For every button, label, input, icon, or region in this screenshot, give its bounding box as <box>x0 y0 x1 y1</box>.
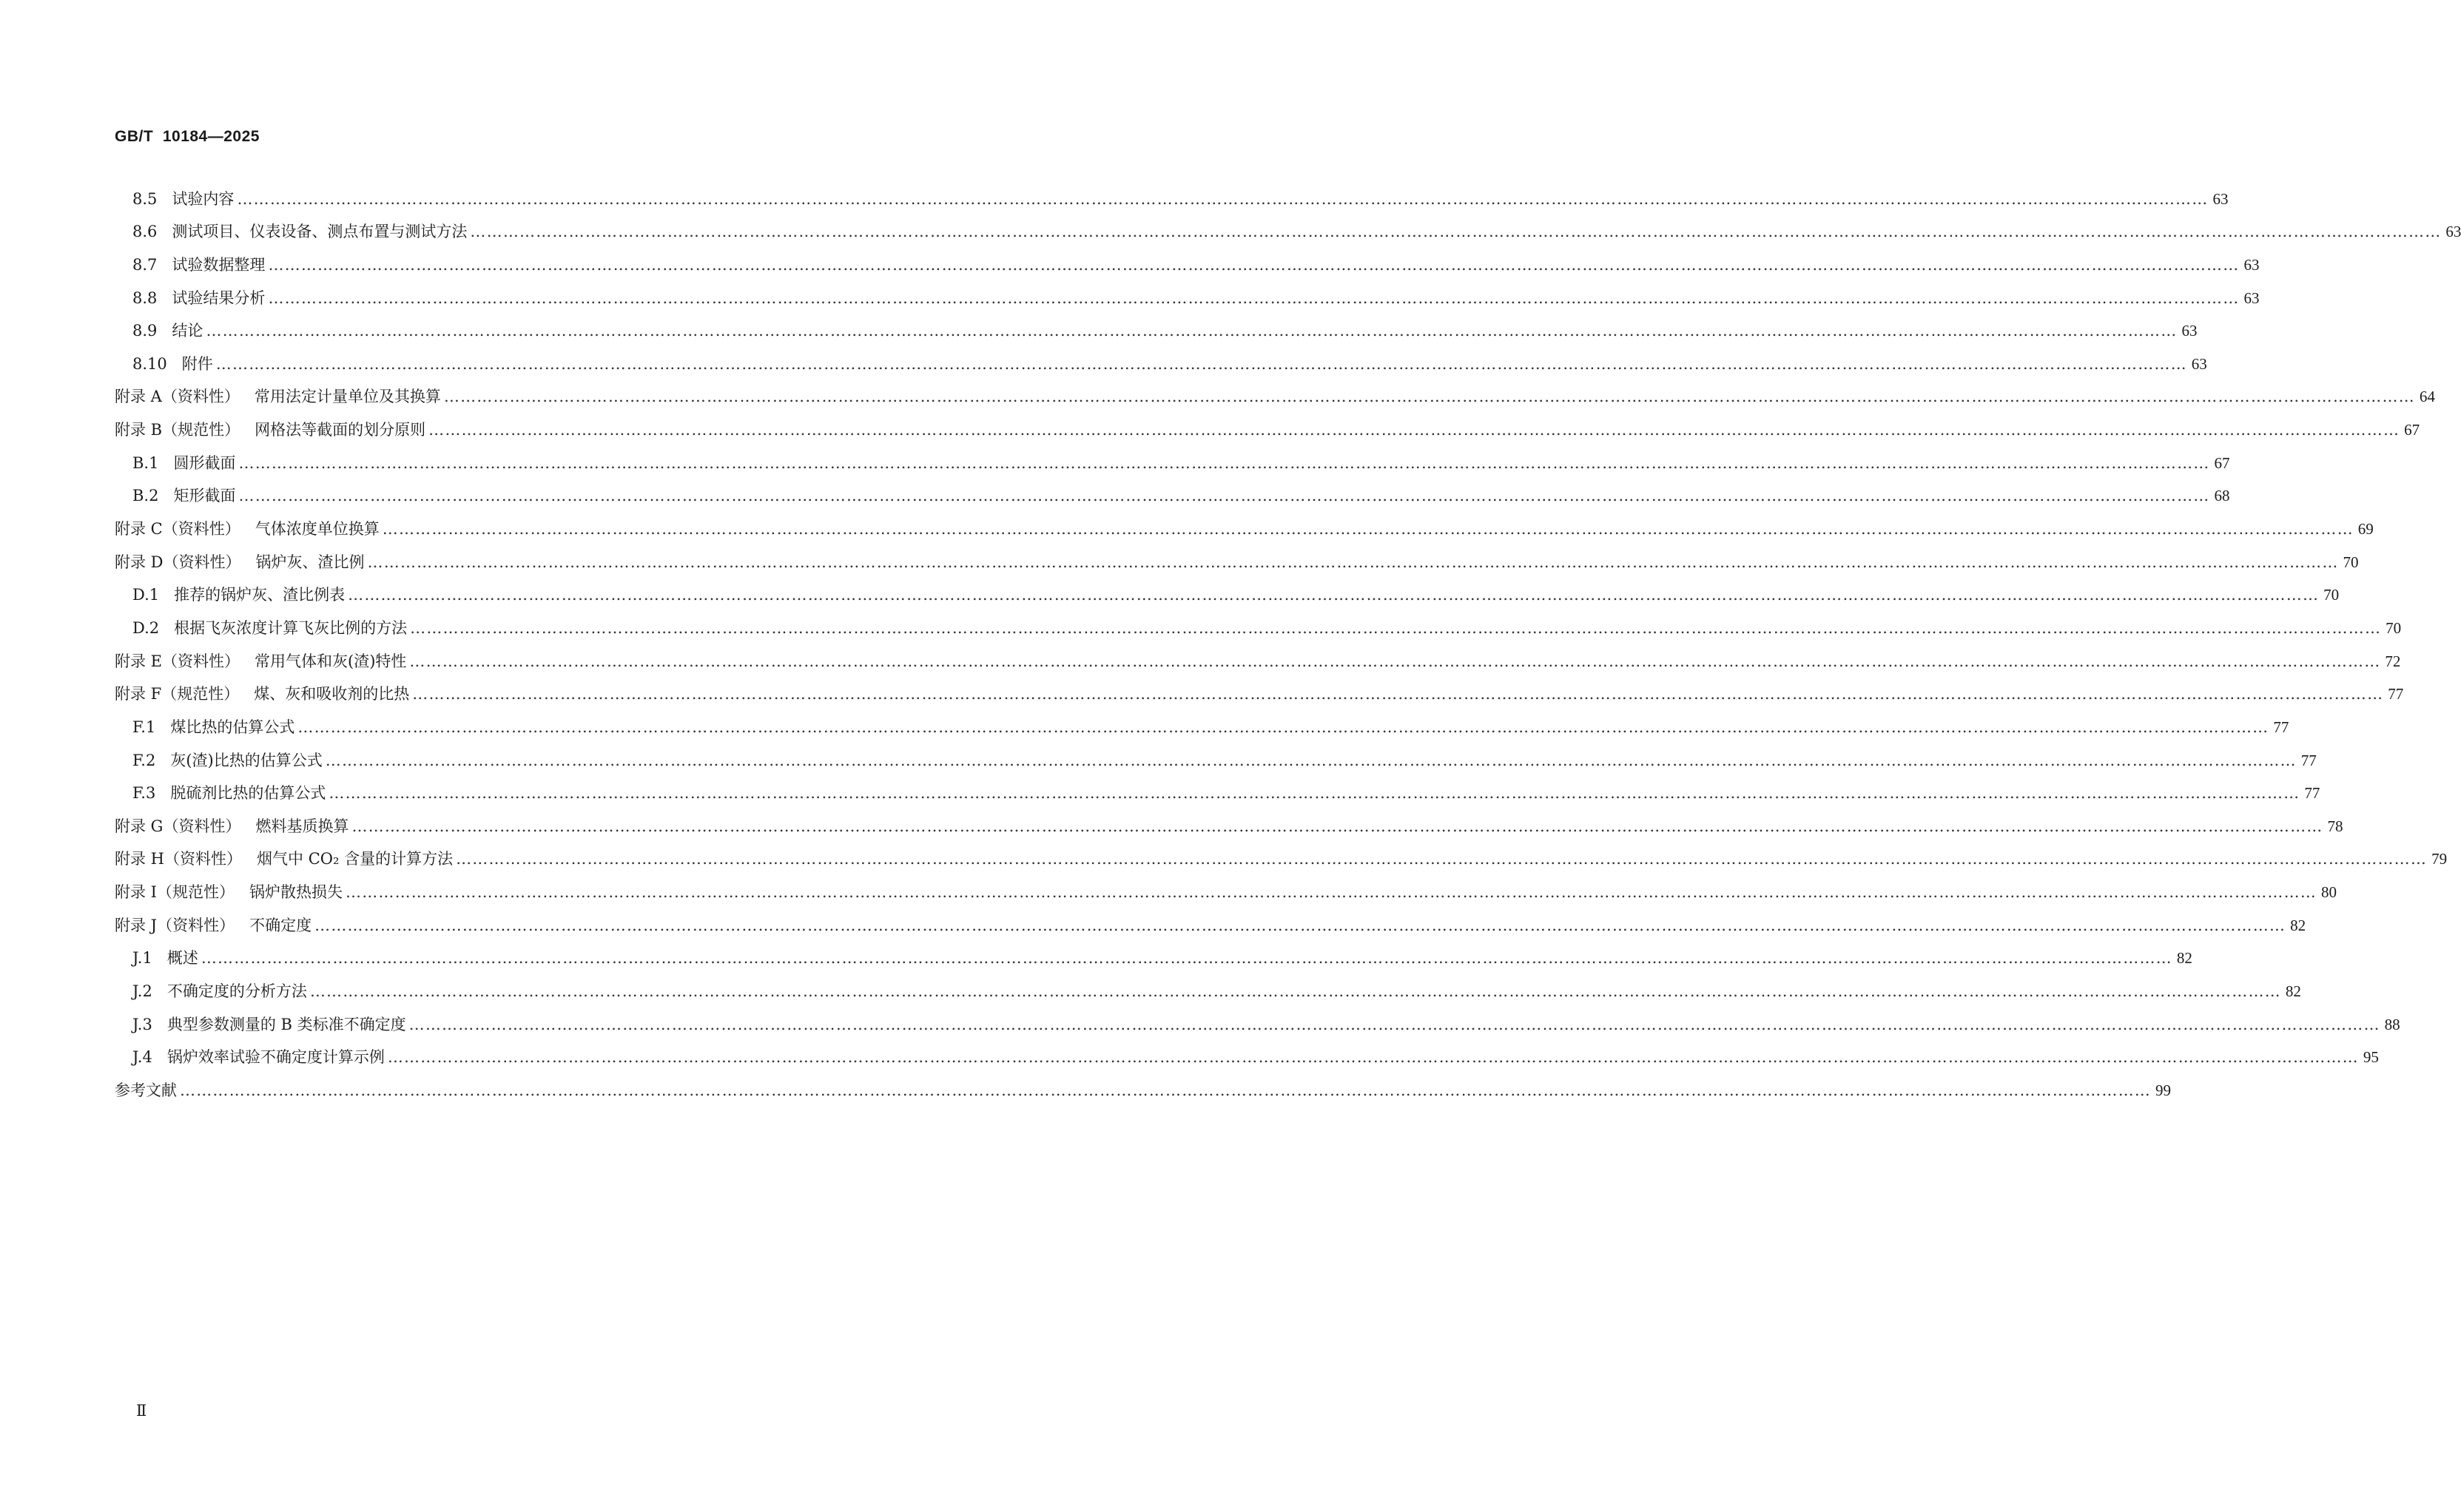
toc-entry-label: J.2 不确定度的分析方法 <box>132 982 307 1001</box>
toc-entry[interactable] <box>115 803 2343 837</box>
toc-entry-label: 附录 D（资料性） 锅炉灰、渣比例 <box>115 553 365 571</box>
toc-entry-label: 8.5 试验内容 <box>132 189 235 208</box>
toc-entry-page-number: 80 <box>2321 883 2337 902</box>
toc-entry[interactable] <box>115 473 2230 507</box>
toc-entry-page-number: 67 <box>2214 453 2230 472</box>
toc-entry[interactable] <box>115 704 2289 738</box>
dot-leader: ……………………………………………………………………………………………………………………………………………………………………………………………………………………………………………………………………………………………………………………………… <box>409 652 2381 670</box>
dot-leader: ……………………………………………………………………………………………………………………………………………………………………………………………………………………………………………………………………………………………………………………………… <box>410 618 2382 637</box>
dot-leader: ……………………………………………………………………………………………………………………………………………………………………………………………………………………………………………………………………………………………………………………………… <box>201 949 2172 968</box>
toc-entry-label: 附录 E（资料性） 常用气体和灰(渣)特性 <box>115 652 407 670</box>
dot-leader: ……………………………………………………………………………………………………………………………………………………………………………………………………………………………………………………………………………………………………………………………… <box>408 1015 2380 1033</box>
toc-entry[interactable] <box>115 539 2359 573</box>
dot-leader: ……………………………………………………………………………………………………………………………………………………………………………………………………………………………………………………………………………………………………………………………… <box>382 520 2354 539</box>
toc-entry[interactable] <box>115 638 2401 672</box>
toc-entry[interactable] <box>115 374 2435 408</box>
dot-leader: ……………………………………………………………………………………………………………………………………………………………………………………………………………………………………………………………………………………………………………………………… <box>351 817 2323 835</box>
dot-leader: ……………………………………………………………………………………………………………………………………………………………………………………………………………………………………………………………………………………………………………………………… <box>238 487 2210 505</box>
toc-entry-label: J.4 锅炉效率试验不确定度计算示例 <box>132 1048 385 1067</box>
toc-entry-label: 附录 H（资料性） 烟气中 CO₂ 含量的计算方法 <box>115 850 454 868</box>
dot-leader: ……………………………………………………………………………………………………………………………………………………………………………………………………………………………………………………………………………………………………………………………… <box>268 288 2240 307</box>
toc-entry[interactable] <box>115 837 2448 870</box>
dot-leader: ……………………………………………………………………………………………………………………………………………………………………………………………………………………………………………………………………………………………………………………………… <box>206 322 2178 340</box>
toc-entry-page-number: 79 <box>2431 850 2448 868</box>
dot-leader: ……………………………………………………………………………………………………………………………………………………………………………………………………………………………………………………………………………………………………………………………… <box>367 553 2339 571</box>
toc-entry-page-number: 64 <box>2419 388 2435 406</box>
toc-entry-label: B.2 矩形截面 <box>132 487 236 505</box>
toc-entry-page-number: 67 <box>2404 421 2420 439</box>
dot-leader: ……………………………………………………………………………………………………………………………………………………………………………………………………………………………………………………………………………………………………………………………… <box>346 883 2317 902</box>
toc-entry-page-number: 82 <box>2285 982 2301 1001</box>
toc-entry-page-number: 88 <box>2384 1015 2400 1033</box>
toc-entry-page-number: 95 <box>2363 1048 2379 1067</box>
toc-entry[interactable] <box>115 968 2301 1002</box>
toc-entry[interactable] <box>115 605 2402 638</box>
dot-leader: ……………………………………………………………………………………………………………………………………………………………………………………………………………………………………………………………………………………………………………………………… <box>268 255 2240 274</box>
dot-leader: ……………………………………………………………………………………………………………………………………………………………………………………………………………………………………………………………………………………………………………………………… <box>456 850 2428 868</box>
dot-leader: ……………………………………………………………………………………………………………………………………………………………………………………………………………………………………………………………………………………………………………………………… <box>470 223 2442 241</box>
toc-entry-label: F.2 灰(渣)比热的估算公式 <box>132 751 323 769</box>
toc-entry-label: 附录 G（资料性） 燃料基质换算 <box>115 817 349 835</box>
dot-leader: ……………………………………………………………………………………………………………………………………………………………………………………………………………………………………………………………………………………………………………………………… <box>309 982 2281 1001</box>
dot-leader: ……………………………………………………………………………………………………………………………………………………………………………………………………………………………………………………………………………………………………………………………… <box>314 916 2286 934</box>
toc-entry[interactable] <box>115 440 2230 473</box>
toc-entry-page-number: 69 <box>2357 520 2374 539</box>
toc-entry-label: 附录 B（规范性） 网格法等截面的划分原则 <box>115 421 426 439</box>
toc-entry-label: 8.9 结论 <box>132 322 203 340</box>
toc-entry[interactable] <box>115 209 2461 243</box>
toc-entry-label: D.1 推荐的锅炉灰、渣比例表 <box>132 586 346 604</box>
toc-entry-label: F.3 脱硫剂比热的估算公式 <box>132 784 326 803</box>
toc-entry[interactable] <box>115 275 2260 308</box>
toc-entry-label: D.2 根据飞灰浓度计算飞灰比例的方法 <box>132 618 408 637</box>
toc-entry-page-number: 82 <box>2176 949 2192 968</box>
toc-entry[interactable] <box>115 902 2306 936</box>
toc-entry-label: 8.6 测试项目、仪表设备、测点布置与测试方法 <box>132 223 468 241</box>
toc-entry[interactable] <box>115 771 2320 804</box>
toc-entry-page-number: 68 <box>2214 487 2230 505</box>
toc-entry-label: F.1 煤比热的估算公式 <box>132 718 295 736</box>
toc-entry-page-number: 77 <box>2273 718 2289 736</box>
toc-entry-page-number: 63 <box>2212 189 2229 208</box>
toc-entry[interactable] <box>115 738 2317 771</box>
toc-entry-page-number: 63 <box>2243 288 2260 307</box>
toc-entry[interactable] <box>115 672 2404 705</box>
dot-leader: ……………………………………………………………………………………………………………………………………………………………………………………………………………………………………………………………………………………………………………………………… <box>329 784 2300 803</box>
toc-entry-page-number: 70 <box>2386 618 2402 637</box>
toc-entry[interactable] <box>115 242 2260 275</box>
toc-entry-label: 8.8 试验结果分析 <box>132 288 266 307</box>
toc-entry-page-number: 70 <box>2343 553 2359 571</box>
toc-entry[interactable] <box>115 506 2374 539</box>
dot-leader: ……………………………………………………………………………………………………………………………………………………………………………………………………………………………………………………………………………………………………………………………… <box>297 718 2269 736</box>
toc-entry[interactable] <box>115 869 2337 902</box>
toc-entry[interactable] <box>115 1035 2379 1068</box>
dot-leader: ……………………………………………………………………………………………………………………………………………………………………………………………………………………………………………………………………………………………………………………………… <box>238 453 2210 472</box>
dot-leader: ……………………………………………………………………………………………………………………………………………………………………………………………………………………………………………………………………………………………………………………………… <box>237 189 2209 208</box>
toc-entry[interactable] <box>115 1002 2400 1035</box>
toc-entry-page-number: 77 <box>2388 685 2404 703</box>
toc-entry-label: 附录 I（规范性） 锅炉散热损失 <box>115 883 343 902</box>
table-of-contents <box>115 176 2461 1101</box>
dot-leader: ……………………………………………………………………………………………………………………………………………………………………………………………………………………………………………………………………………………………………………………………… <box>443 388 2415 406</box>
toc-entry-page-number: 63 <box>2445 223 2461 241</box>
page-number: Ⅱ <box>136 1402 147 1420</box>
dot-leader: ……………………………………………………………………………………………………………………………………………………………………………………………………………………………………………………………………………………………………………………………… <box>428 421 2400 439</box>
dot-leader: ……………………………………………………………………………………………………………………………………………………………………………………………………………………………………………………………………………………………………………………………… <box>412 685 2384 703</box>
toc-entry-page-number: 78 <box>2327 817 2343 835</box>
toc-entry[interactable] <box>115 936 2192 969</box>
dot-leader: ……………………………………………………………………………………………………………………………………………………………………………………………………………………………………………………………………………………………………………………………… <box>348 586 2320 604</box>
toc-entry-label: J.3 典型参数测量的 B 类标准不确定度 <box>132 1015 406 1033</box>
toc-entry-page-number: 77 <box>2304 784 2320 803</box>
toc-entry-label: 附录 C（资料性） 气体浓度单位换算 <box>115 520 380 539</box>
toc-entry-page-number: 99 <box>2155 1081 2171 1099</box>
toc-entry-page-number: 77 <box>2300 751 2317 769</box>
standard-code-header: GB/T 10184—2025 <box>115 128 260 145</box>
toc-entry-page-number: 82 <box>2290 916 2306 934</box>
toc-entry[interactable] <box>115 573 2340 606</box>
toc-entry[interactable] <box>115 308 2198 342</box>
toc-entry-label: B.1 圆形截面 <box>132 453 236 472</box>
toc-entry-page-number: 70 <box>2323 586 2340 604</box>
toc-entry-label: J.1 概述 <box>132 949 198 968</box>
toc-entry-label: 附录 F（规范性） 煤、灰和吸收剂的比热 <box>115 685 410 703</box>
toc-entry-page-number: 63 <box>2181 322 2198 340</box>
toc-entry[interactable] <box>115 1067 2171 1101</box>
dot-leader: ……………………………………………………………………………………………………………………………………………………………………………………………………………………………………………………………………………………………………………………………… <box>215 354 2187 373</box>
toc-entry-label: 附录 J（资料性） 不确定度 <box>115 916 312 934</box>
toc-entry[interactable] <box>115 341 2207 374</box>
toc-entry-page-number: 63 <box>2243 255 2260 274</box>
toc-entry-label: 附录 A（资料性） 常用法定计量单位及其换算 <box>115 388 441 406</box>
dot-leader: ……………………………………………………………………………………………………………………………………………………………………………………………………………………………………………………………………………………………………………………………… <box>325 751 2297 769</box>
toc-entry-label: 8.10 附件 <box>132 354 213 373</box>
toc-entry-label: 8.7 试验数据整理 <box>132 255 266 274</box>
toc-entry[interactable] <box>115 407 2420 440</box>
toc-entry-label: 参考文献 <box>115 1081 177 1099</box>
toc-entry[interactable] <box>115 176 2229 209</box>
dot-leader: ……………………………………………………………………………………………………………………………………………………………………………………………………………………………………………………………………………………………………………………………… <box>387 1048 2359 1067</box>
toc-entry-page-number: 72 <box>2385 652 2401 670</box>
toc-entry-page-number: 63 <box>2191 354 2207 373</box>
dot-leader: ……………………………………………………………………………………………………………………………………………………………………………………………………………………………………………………………………………………………………………………………… <box>180 1081 2151 1099</box>
